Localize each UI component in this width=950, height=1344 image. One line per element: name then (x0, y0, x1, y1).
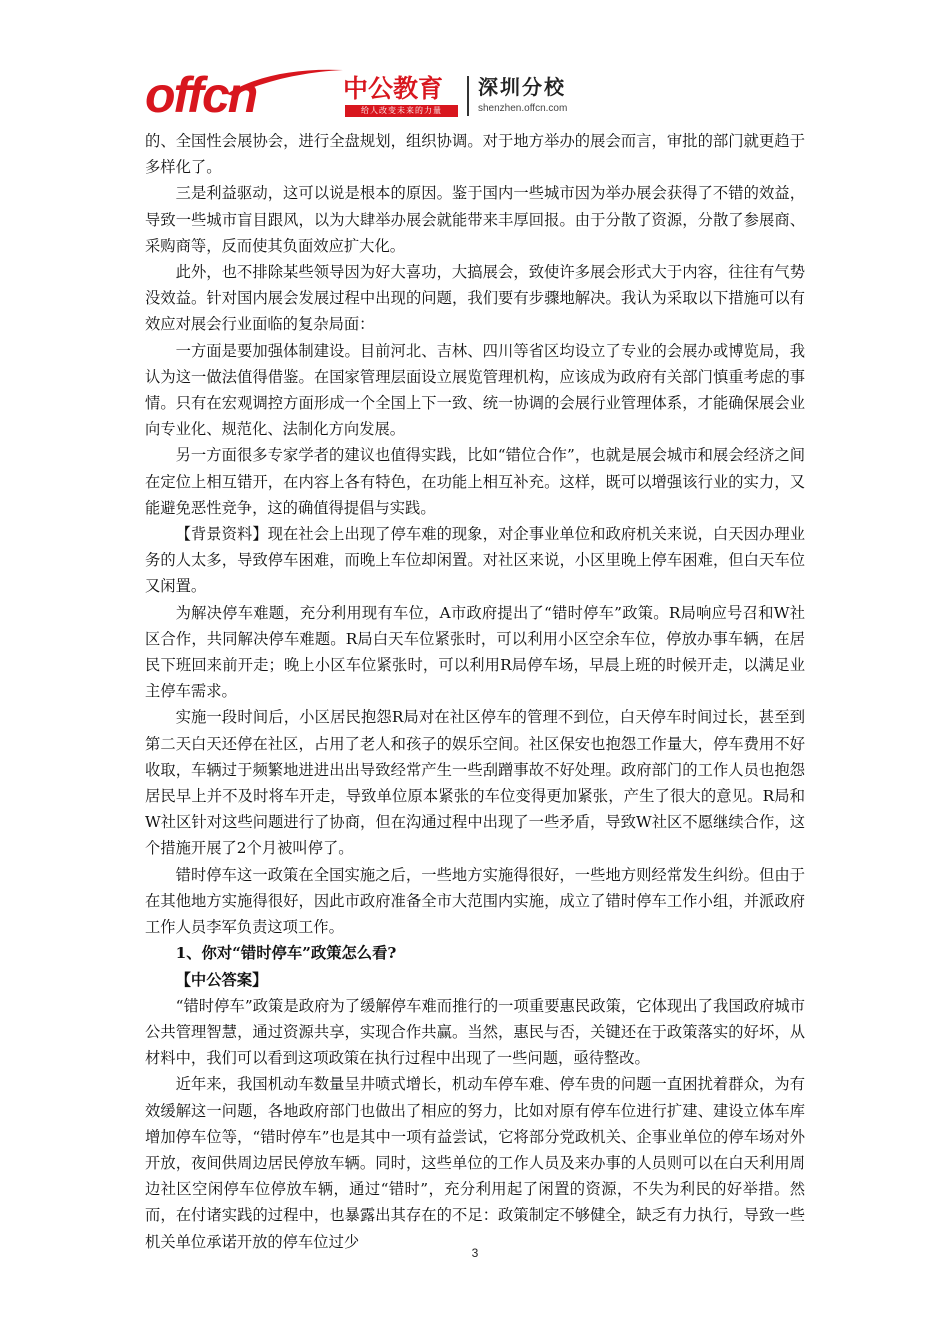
page-number: 3 (471, 1246, 479, 1260)
logo-slogan: 给人改变未来的力量 (345, 105, 458, 117)
paragraph: 实施一段时间后，小区居民抱怨R局对在社区停车的管理不到位，白天停车时间过长，甚至到第二天白天还停在社区，占用了老人和孩子的娱乐空间。社区保安也抱怨工作量大，停车费用不好收取，车辆过于频繁地进进出出导致经常产生一些刮蹭事故不好处理。政府部门的工作人员也抱怨居民早上并不及时将车开走，导致单位原本紧张的车位变得更加紧张，产生了很大的意见。R局和W社区针对这些问题进行了协商，但在沟通过程中出现了一些矛盾，导致W社区不愿继续合作，这个措施开展了2个月被叫停了。 (145, 708, 805, 858)
paragraph: 为解决停车难题，充分利用现有车位，A市政府提出了“错时停车”政策。R局响应号召和W社区合作，共同解决停车难题。R局白天车位紧张时，可以利用小区空余车位，停放办事车辆，在居民下班回来前开走；晚上小区车位紧张时，可以利用R局停车场，早晨上班的时候开走，以满足业主停车需求。 (145, 603, 805, 701)
header-divider (467, 76, 469, 116)
paragraph: 此外，也不排除某些领导因为好大喜功，大搞展会，致使许多展会形式大于内容，往往有气势没效益。针对国内展会发展过程中出现的问题，我们要有步骤地解决。我认为采取以下措施可以有效应对展会行业面临的复杂局面： (145, 263, 805, 334)
paragraph: 错时停车这一政策在全国实施之后，一些地方实施得很好，一些地方则经常发生纠纷。但由于在其他地方实施得很好，因此市政府准备全市大范围内实施，成立了错时停车工作小组，并派政府工作人员李军负责这项工作。 (145, 865, 805, 937)
document-body (145, 128, 805, 1255)
paragraph: 的、全国性会展协会，进行全盘规划，组织协调。对于地方举办的展会而言，审批的部门就更趋于多样化了。 (145, 132, 805, 177)
logo-chinese-name: 中公教育 (343, 74, 444, 103)
question-heading: 1、你对“错时停车”政策怎么看? (175, 944, 397, 963)
answer-heading: 【中公答案】 (175, 970, 268, 989)
logo-offcn: offcn (145, 67, 257, 123)
paragraph: 一方面是要加强体制建设。目前河北、吉林、四川等省区均设立了专业的会展办或博览局，我认为这一做法值得借鉴。在国家管理层面设立展览管理机构，应该成为政府有关部门慎重考虑的事情。只有在宏观调控方面形成一个全国上下一致、统一协调的会展行业管理体系，才能确保展会业向专业化、规范化、法制化方向发展。 (145, 341, 805, 439)
paragraph: 另一方面很多专家学者的建议也值得实践，比如“错位合作”，也就是展会城市和展会经济之间在定位上相互错开，在内容上各有特色，在功能上相互补充。这样，既可以增强该行业的实力，又能避免恶性竞争，这的确值得提倡与实践。 (145, 446, 805, 517)
branch-name: 深圳分校 (478, 75, 566, 99)
paragraph: 三是利益驱动，这可以说是根本的原因。鉴于国内一些城市因为举办展会获得了不错的效益，导致一些城市盲目跟风，以为大肆举办展会就能带来丰厚回报。由于分散了资源，分散了参展商、采购商等，反而使其负面效应扩大化。 (145, 184, 805, 255)
paragraph: “错时停车”政策是政府为了缓解停车难而推行的一项重要惠民政策，它体现出了我国政府城市公共管理智慧，通过资源共享，实现合作共赢。当然，惠民与否，关键还在于政策落实的好坏，从材料中，我们可以看到这项政策在执行过程中出现了一些问题，亟待整改。 (145, 996, 805, 1068)
page-header (145, 66, 845, 126)
paragraph: 近年来，我国机动车数量呈井喷式增长，机动车停车难、停车贵的问题一直困扰着群众，为有效缓解这一问题，各地政府部门也做出了相应的努力，比如对原有停车位进行扩建、建设立体车库增加停车位等，“错时停车”也是其中一项有益尝试，它将部分党政机关、企事业单位的停车场对外开放，夜间供周边居民停放车辆。同时，这些单位的工作人员及来办事的人员则可以在白天利用周边社区空闲停车位停放车辆，通过“错时”，充分利用起了闲置的资源，不失为利民的好举措。然而，在付诸实践的过程中，也暴露出其存在的不足：政策制定不够健全，缺乏有力执行，导致一些机关单位承诺开放的停车位过少 (145, 1075, 805, 1251)
paragraph: 【背景资料】现在社会上出现了停车难的现象，对企事业单位和政府机关来说，白天因办理业务的人太多，导致停车困难，而晚上车位却闲置。对社区来说，小区里晚上停车困难，但白天车位又闲置。 (145, 525, 805, 596)
branch-url: shenzhen.offcn.com (478, 103, 568, 114)
